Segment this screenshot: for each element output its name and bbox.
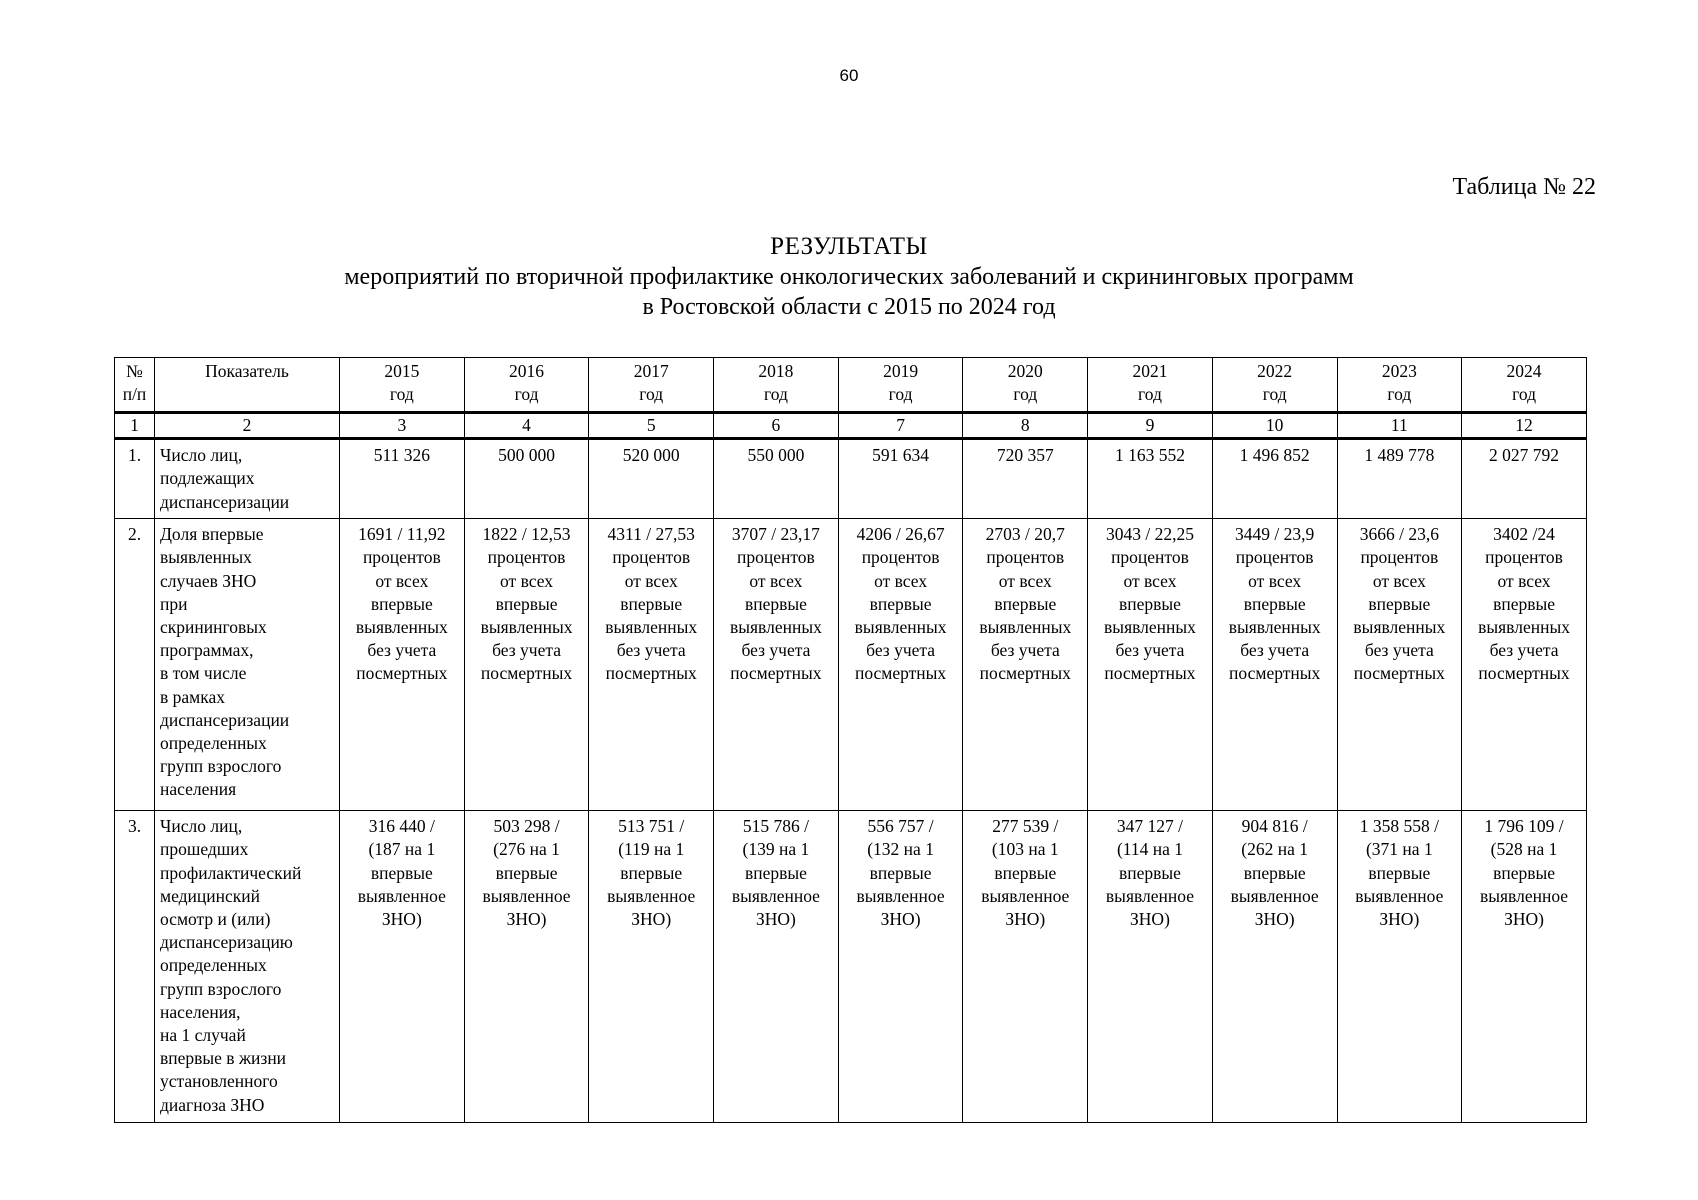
page-number: 60 — [839, 66, 859, 85]
column-index: 10 — [1212, 413, 1337, 439]
row-value: 1 496 852 — [1212, 439, 1337, 519]
row-value: 720 357 — [963, 439, 1088, 519]
row-value: 3402 /24 процентов от всех впервые выявленных без учета посмертных — [1462, 519, 1587, 811]
column-index-row — [115, 413, 1587, 439]
row-value: 2703 / 20,7 процентов от всех впервые выявленных без учета посмертных — [963, 519, 1088, 811]
column-index: 8 — [963, 413, 1088, 439]
column-index: 9 — [1088, 413, 1213, 439]
header-year-2021: 2021 год — [1088, 358, 1213, 413]
row-value: 277 539 / (103 на 1 впервые выявленное ЗНО) — [963, 811, 1088, 1123]
row-value: 316 440 / (187 на 1 впервые выявленное ЗНО) — [340, 811, 465, 1123]
column-index: 4 — [464, 413, 589, 439]
row-value: 2 027 792 — [1462, 439, 1587, 519]
header-year-2023: 2023 год — [1337, 358, 1462, 413]
row-value: 3043 / 22,25 процентов от всех впервые выявленных без учета посмертных — [1088, 519, 1213, 811]
row-value: 3707 / 23,17 процентов от всех впервые выявленных без учета посмертных — [714, 519, 839, 811]
row-indicator: Доля впервые выявленных случаев ЗНО при скрининговых программах, в том числе в рамках диспансеризации определенных групп взрослого населения — [155, 519, 340, 811]
results-table — [114, 357, 1587, 1123]
header-year-2024: 2024 год — [1462, 358, 1587, 413]
table-row — [115, 439, 1587, 519]
header-year-2015: 2015 год — [340, 358, 465, 413]
row-value: 556 757 / (132 на 1 впервые выявленное ЗНО) — [838, 811, 963, 1123]
column-index: 1 — [115, 413, 155, 439]
title-subtitle-line-2: в Ростовской области с 2015 по 2024 год — [642, 294, 1056, 320]
row-number: 1. — [115, 439, 155, 519]
row-value: 347 127 / (114 на 1 впервые выявленное ЗНО) — [1088, 811, 1213, 1123]
column-index: 11 — [1337, 413, 1462, 439]
row-value: 1 796 109 / (528 на 1 впервые выявленное ЗНО) — [1462, 811, 1587, 1123]
row-value: 4206 / 26,67 процентов от всех впервые выявленных без учета посмертных — [838, 519, 963, 811]
header-year-2019: 2019 год — [838, 358, 963, 413]
row-value: 1 163 552 — [1088, 439, 1213, 519]
row-number: 3. — [115, 811, 155, 1123]
header-year-2018: 2018 год — [714, 358, 839, 413]
column-index: 7 — [838, 413, 963, 439]
row-value: 591 634 — [838, 439, 963, 519]
column-index: 12 — [1462, 413, 1587, 439]
row-indicator: Число лиц, подлежащих диспансеризации — [155, 439, 340, 519]
header-year-2022: 2022 год — [1212, 358, 1337, 413]
header-year-2020: 2020 год — [963, 358, 1088, 413]
row-value: 1 489 778 — [1337, 439, 1462, 519]
row-value: 503 298 / (276 на 1 впервые выявленное ЗНО) — [464, 811, 589, 1123]
column-index: 3 — [340, 413, 465, 439]
title-main: РЕЗУЛЬТАТЫ — [770, 233, 928, 260]
header-year-2017: 2017 год — [589, 358, 714, 413]
column-index: 6 — [714, 413, 839, 439]
title-subtitle-line-1: мероприятий по вторичной профилактике онкологических заболеваний и скрининговых программ — [344, 264, 1354, 290]
row-value: 513 751 / (119 на 1 впервые выявленное ЗНО) — [589, 811, 714, 1123]
row-value: 515 786 / (139 на 1 впервые выявленное ЗНО) — [714, 811, 839, 1123]
header-indicator: Показатель — [155, 358, 340, 413]
row-value: 511 326 — [340, 439, 465, 519]
document-title — [0, 232, 1698, 322]
row-value: 1691 / 11,92 процентов от всех впервые выявленных без учета посмертных — [340, 519, 465, 811]
row-number: 2. — [115, 519, 155, 811]
row-value: 500 000 — [464, 439, 589, 519]
table-row — [115, 519, 1587, 811]
column-index: 2 — [155, 413, 340, 439]
row-value: 3666 / 23,6 процентов от всех впервые выявленных без учета посмертных — [1337, 519, 1462, 811]
row-value: 904 816 / (262 на 1 впервые выявленное ЗНО) — [1212, 811, 1337, 1123]
row-value: 1 358 558 / (371 на 1 впервые выявленное ЗНО) — [1337, 811, 1462, 1123]
row-indicator: Число лиц, прошедших профилактический медицинский осмотр и (или) диспансеризацию определенных групп взрослого населения, на 1 случай впервые в жизни установленного диагноза ЗНО — [155, 811, 340, 1123]
row-value: 1822 / 12,53 процентов от всех впервые выявленных без учета посмертных — [464, 519, 589, 811]
row-value: 4311 / 27,53 процентов от всех впервые выявленных без учета посмертных — [589, 519, 714, 811]
header-year-2016: 2016 год — [464, 358, 589, 413]
header-num: № п/п — [115, 358, 155, 413]
table-row — [115, 811, 1587, 1123]
row-value: 520 000 — [589, 439, 714, 519]
row-value: 3449 / 23,9 процентов от всех впервые выявленных без учета посмертных — [1212, 519, 1337, 811]
column-index: 5 — [589, 413, 714, 439]
table-label: Таблица № 22 — [1452, 174, 1596, 200]
row-value: 550 000 — [714, 439, 839, 519]
table-header-row — [115, 358, 1587, 413]
